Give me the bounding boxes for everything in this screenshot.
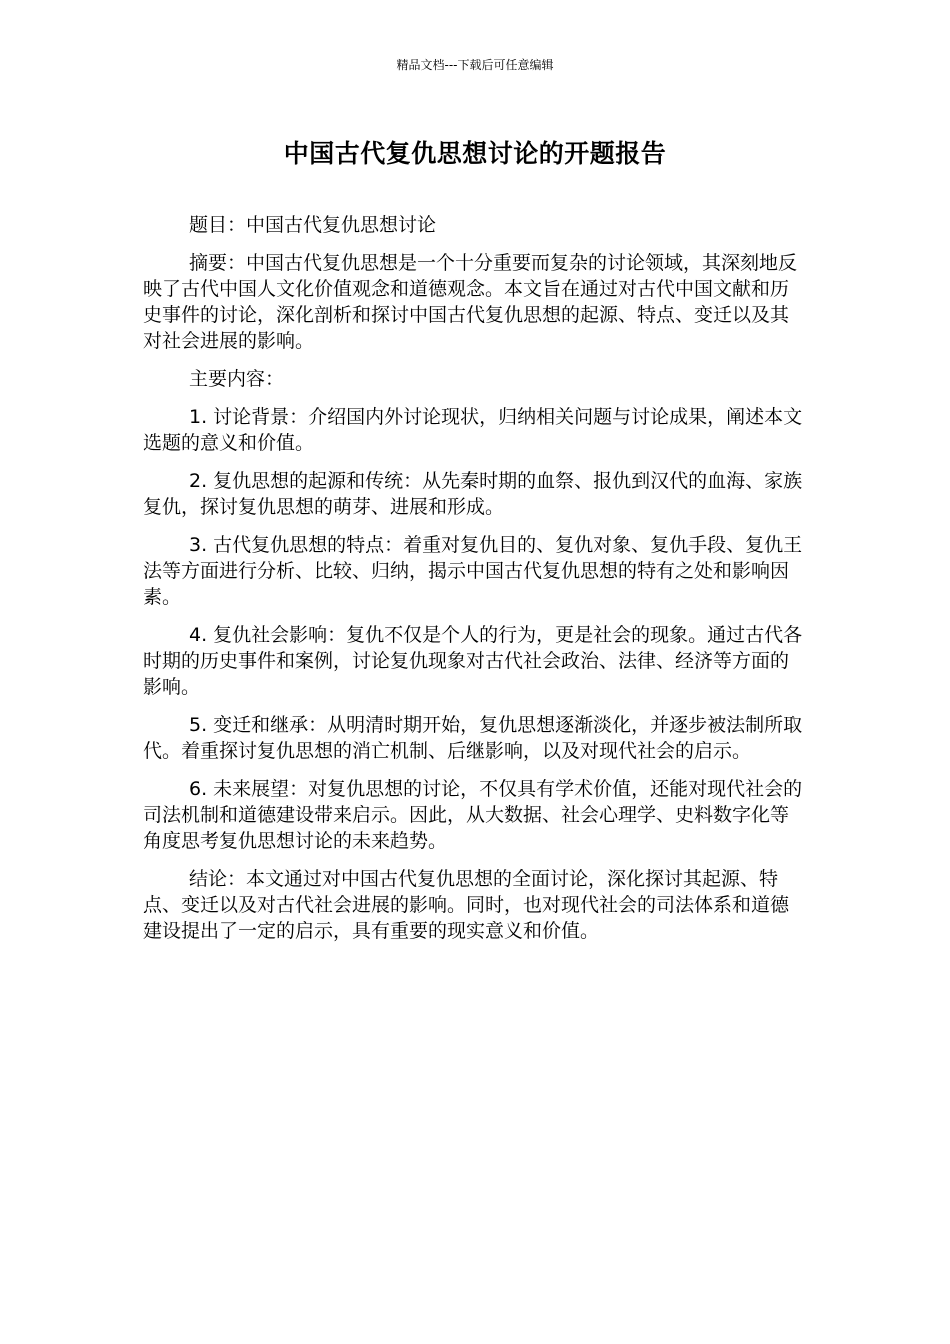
document-title: 中国古代复仇思想讨论的开题报告: [283, 139, 667, 168]
paragraph-item-4: 4. 复仇社会影响：复仇不仅是个人的行为，更是社会的现象。通过古代各时期的历史事件和案例，讨论复仇现象对古代社会政治、法律、经济等方面的影响。: [143, 624, 803, 698]
paragraph-item-1: 1. 讨论背景：介绍国内外讨论现状，归纳相关问题与讨论成果，阐述本文选题的意义和价值。: [143, 406, 803, 454]
paragraph-item-2: 2. 复仇思想的起源和传统：从先秦时期的血祭、报仇到汉代的血海、家族复仇，探讨复仇思想的萌芽、进展和形成。: [143, 470, 803, 518]
paragraph-topic: 题目：中国古代复仇思想讨论: [189, 214, 437, 236]
document-body: [143, 212, 807, 956]
paragraph-abstract: 摘要：中国古代复仇思想是一个十分重要而复杂的讨论领域，其深刻地反映了古代中国人文化价值观念和道德观念。本文旨在通过对古代中国文献和历史事件的讨论，深化剖析和探讨中国古代复仇思想的起源、特点、变迁以及其对社会进展的影响。: [143, 252, 798, 352]
paragraph-conclusion: 结论：本文通过对中国古代复仇思想的全面讨论，深化探讨其起源、特点、变迁以及对古代社会进展的影响。同时，也对现代社会的司法体系和道德建设提出了一定的启示，具有重要的现实意义和价值。: [143, 868, 790, 942]
paragraph-item-6: 6. 未来展望：对复仇思想的讨论，不仅具有学术价值，还能对现代社会的司法机制和道德建设带来启示。因此，从大数据、社会心理学、史料数字化等角度思考复仇思想讨论的未来趋势。: [143, 778, 803, 852]
paragraph-item-3: 3. 古代复仇思想的特点：着重对复仇目的、复仇对象、复仇手段、复仇王法等方面进行分析、比较、归纳，揭示中国古代复仇思想的特有之处和影响因素。: [143, 534, 803, 608]
header-note: 精品文档---下载后可任意编辑: [396, 58, 554, 72]
paragraph-item-5: 5. 变迁和继承：从明清时期开始，复仇思想逐渐淡化，并逐步被法制所取代。着重探讨复仇思想的消亡机制、后继影响，以及对现代社会的启示。: [143, 714, 803, 762]
paragraph-main-content-heading: 主要内容：: [189, 368, 285, 390]
